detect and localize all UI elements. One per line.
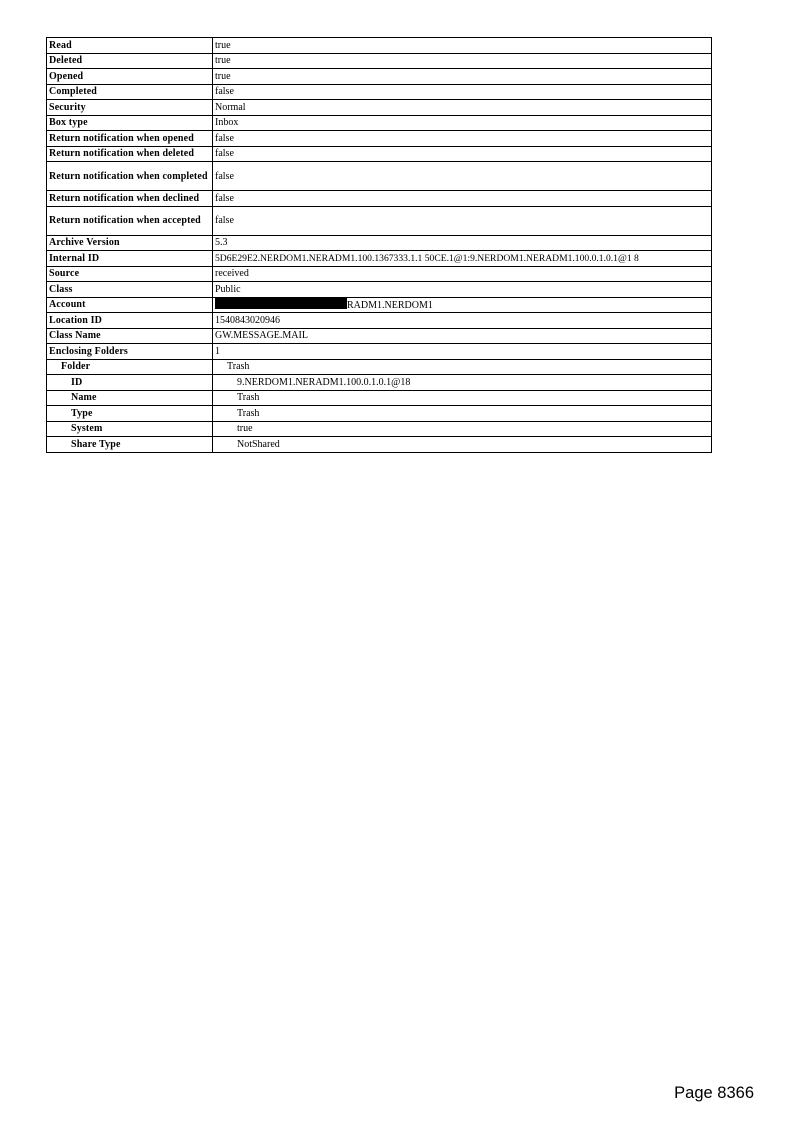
property-key: Account	[47, 297, 213, 313]
property-value: true	[213, 421, 712, 437]
account-value-text: RADM1.NERDOM1	[347, 300, 433, 312]
property-value: false	[213, 162, 712, 191]
property-value: false	[213, 146, 712, 162]
property-key: Archive Version	[47, 235, 213, 251]
property-value: Trash	[213, 406, 712, 422]
table-row	[47, 437, 712, 453]
table-row	[47, 390, 712, 406]
property-key: Deleted	[47, 53, 213, 69]
property-key: Source	[47, 266, 213, 282]
table-row	[47, 359, 712, 375]
redaction-block	[215, 298, 347, 309]
property-key: Security	[47, 100, 213, 116]
table-row	[47, 313, 712, 329]
property-key: Opened	[47, 69, 213, 85]
property-value: 1	[213, 344, 712, 360]
property-value: 9.NERDOM1.NERADM1.100.0.1.0.1@18	[213, 375, 712, 391]
table-row	[47, 115, 712, 131]
property-value	[213, 297, 712, 313]
property-key: Enclosing Folders	[47, 344, 213, 360]
table-row	[47, 266, 712, 282]
property-key: ID	[47, 375, 213, 391]
property-key: Name	[47, 390, 213, 406]
properties-table	[46, 37, 712, 453]
table-row	[47, 162, 712, 191]
table-row	[47, 421, 712, 437]
property-key: Return notification when declined	[47, 191, 213, 207]
table-row	[47, 297, 712, 313]
table-row	[47, 53, 712, 69]
property-key: Location ID	[47, 313, 213, 329]
property-value: Trash	[213, 390, 712, 406]
property-value: Public	[213, 282, 712, 298]
table-row	[47, 375, 712, 391]
property-value: true	[213, 53, 712, 69]
property-key: System	[47, 421, 213, 437]
property-key: Return notification when accepted	[47, 206, 213, 235]
property-value: true	[213, 38, 712, 54]
table-row	[47, 235, 712, 251]
property-value: 1540843020946	[213, 313, 712, 329]
property-key: Return notification when opened	[47, 131, 213, 147]
property-value: false	[213, 191, 712, 207]
table-row	[47, 38, 712, 54]
table-row	[47, 406, 712, 422]
property-key: Return notification when deleted	[47, 146, 213, 162]
property-key: Completed	[47, 84, 213, 100]
property-key: Class	[47, 282, 213, 298]
property-key: Read	[47, 38, 213, 54]
property-value: true	[213, 69, 712, 85]
table-row	[47, 146, 712, 162]
page-number: Page 8366	[674, 1084, 754, 1102]
property-value: false	[213, 206, 712, 235]
property-value: Normal	[213, 100, 712, 116]
property-value: received	[213, 266, 712, 282]
property-value: 5D6E29E2.NERDOM1.NERADM1.100.1367333.1.1 50CE.1@1:9.NERDOM1.NERADM1.100.0.1.0.1@1 8	[213, 251, 712, 267]
property-value: false	[213, 131, 712, 147]
property-key: Type	[47, 406, 213, 422]
property-value: false	[213, 84, 712, 100]
table-row	[47, 251, 712, 267]
table-row	[47, 100, 712, 116]
property-value: Trash	[213, 359, 712, 375]
table-row	[47, 69, 712, 85]
property-key: Share Type	[47, 437, 213, 453]
table-row	[47, 191, 712, 207]
property-key: Folder	[47, 359, 213, 375]
table-row	[47, 344, 712, 360]
property-value: NotShared	[213, 437, 712, 453]
table-row	[47, 131, 712, 147]
property-key: Class Name	[47, 328, 213, 344]
property-key: Box type	[47, 115, 213, 131]
property-value: 5.3	[213, 235, 712, 251]
table-row	[47, 206, 712, 235]
property-key: Return notification when completed	[47, 162, 213, 191]
table-row	[47, 328, 712, 344]
property-key: Internal ID	[47, 251, 213, 267]
table-row	[47, 282, 712, 298]
property-value: GW.MESSAGE.MAIL	[213, 328, 712, 344]
property-value: Inbox	[213, 115, 712, 131]
table-row	[47, 84, 712, 100]
